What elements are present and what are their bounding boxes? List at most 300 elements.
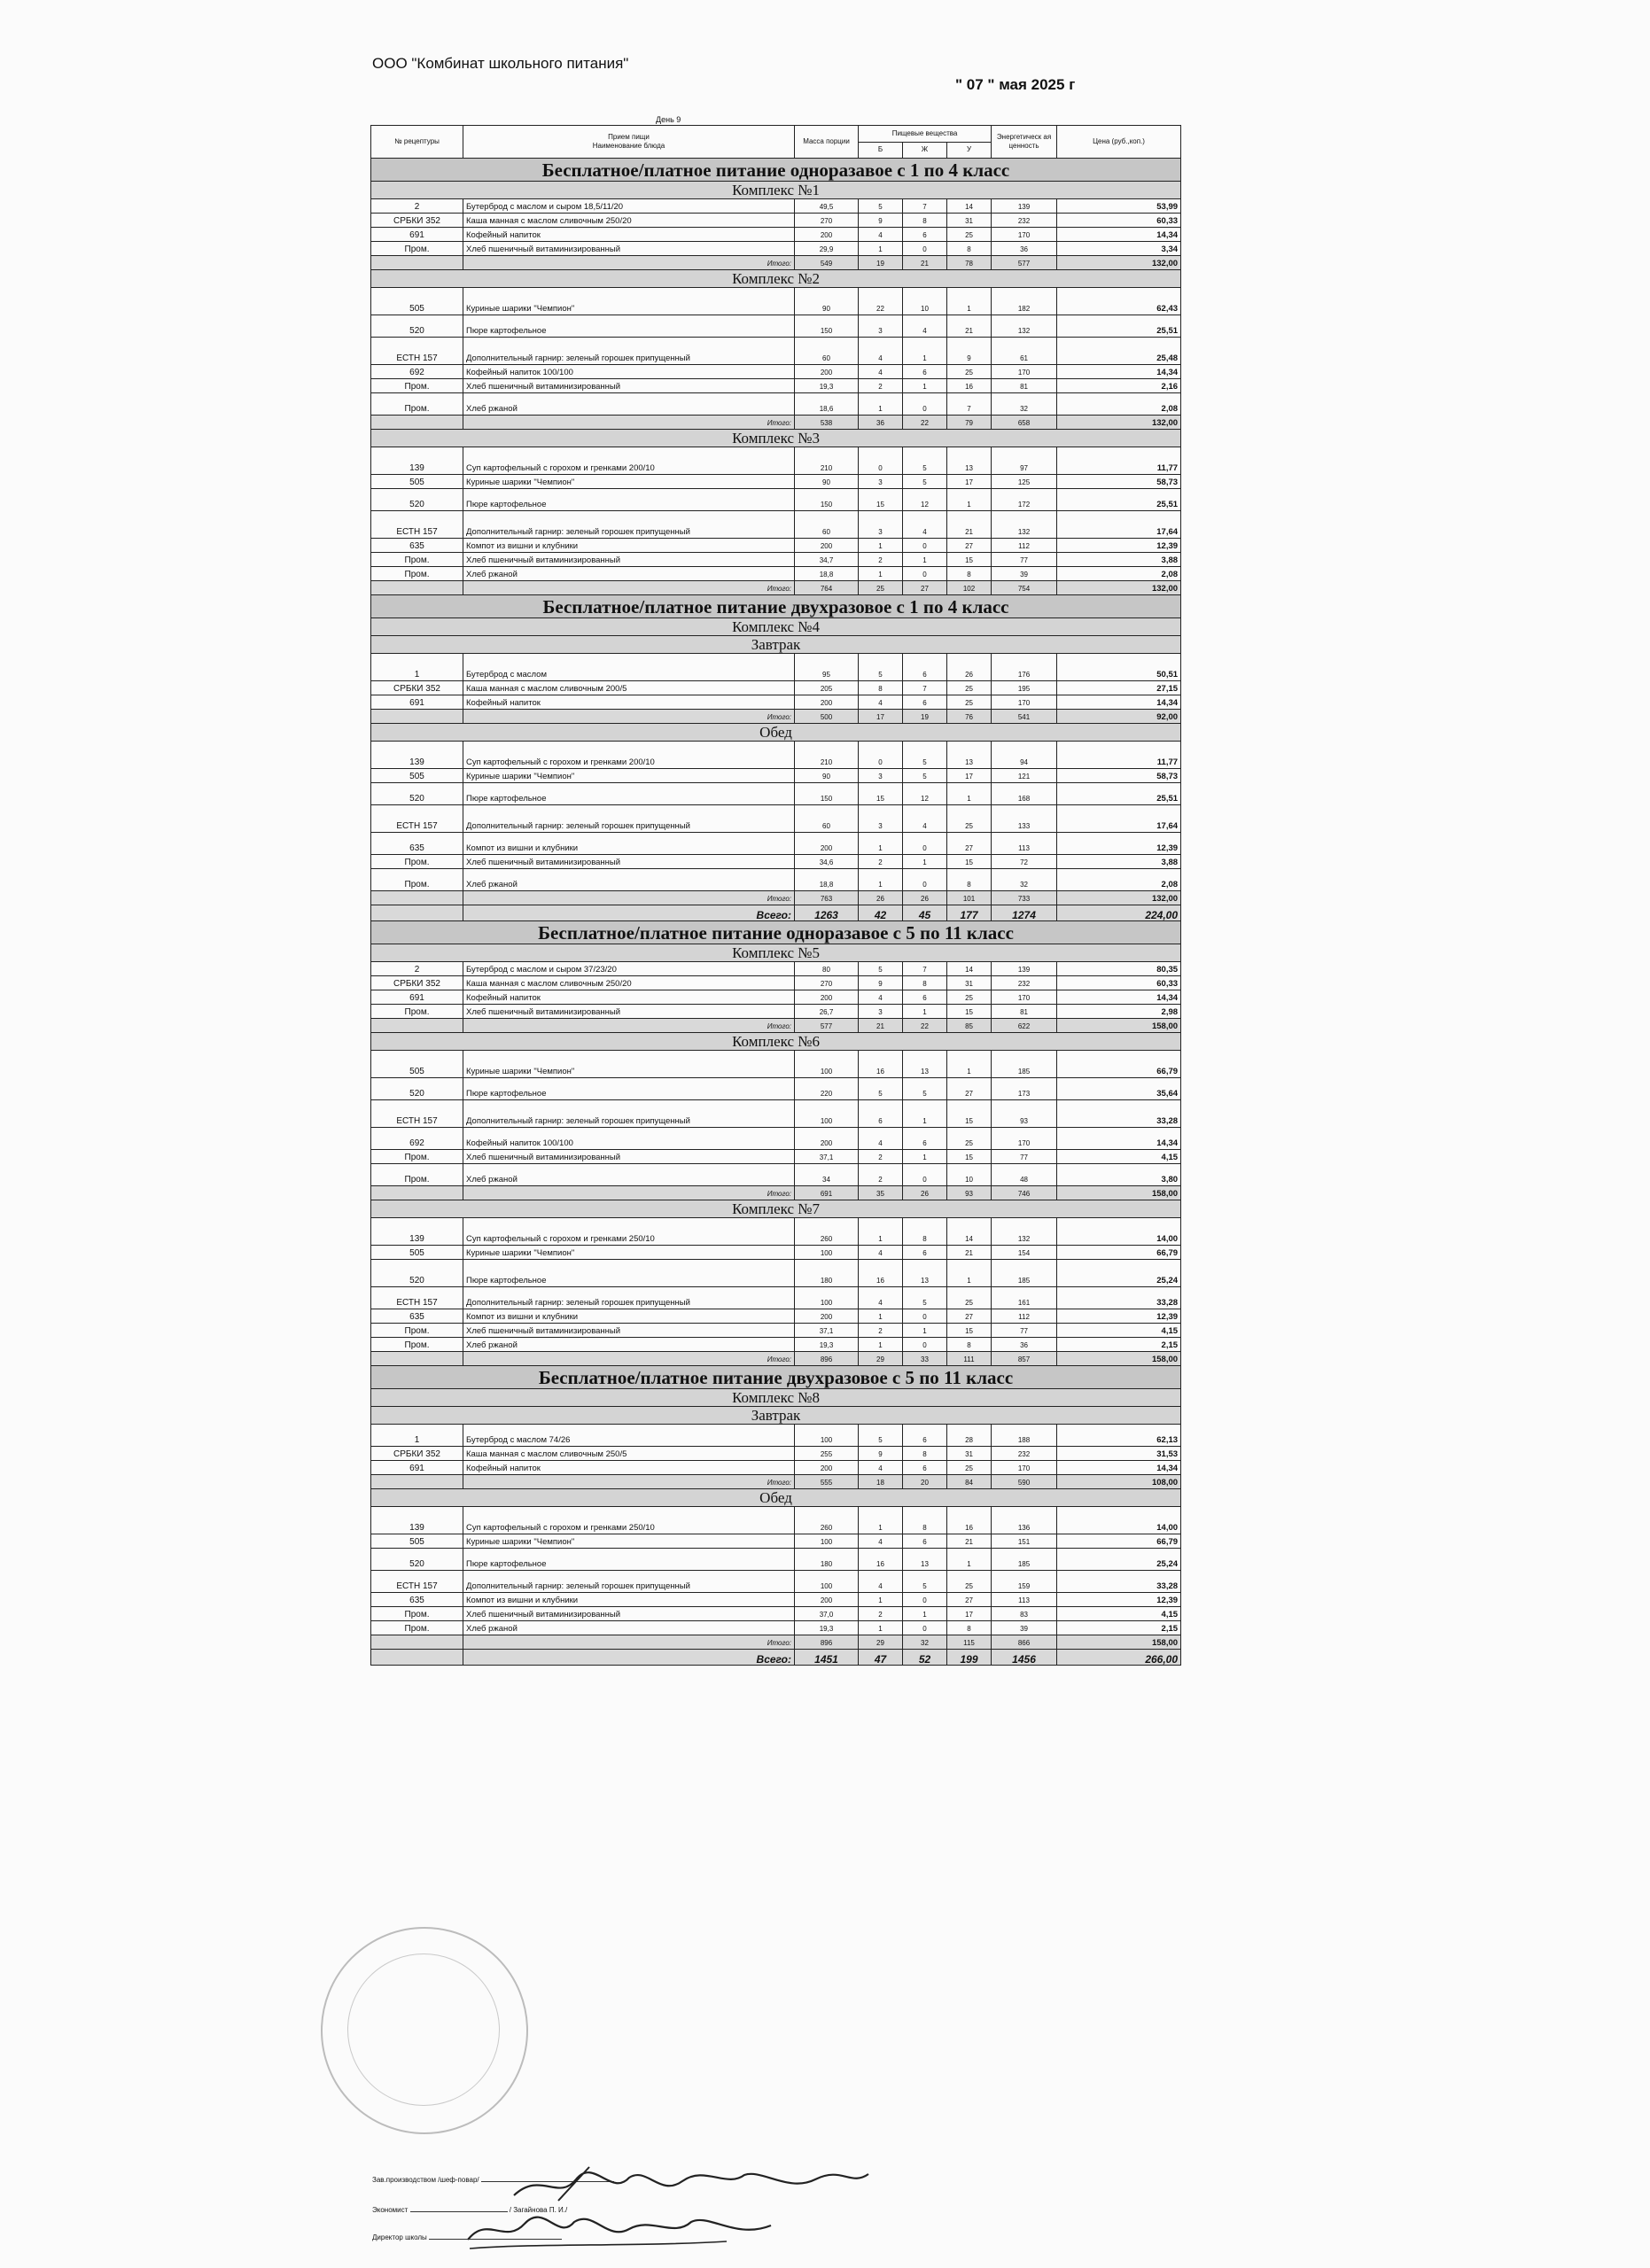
dish-name: Куриные шарики "Чемпион" bbox=[463, 475, 795, 489]
subtotal-protein: 35 bbox=[859, 1186, 903, 1200]
energy-value: 81 bbox=[992, 379, 1057, 393]
carbs-value: 17 bbox=[947, 1607, 992, 1621]
subtotal-mass: 691 bbox=[795, 1186, 859, 1200]
dish-name: Хлеб ржаной bbox=[463, 1621, 795, 1635]
portion-mass: 150 bbox=[795, 489, 859, 511]
carbs-value: 17 bbox=[947, 475, 992, 489]
carbs-value: 13 bbox=[947, 447, 992, 475]
dish-name: Дополнительный гарнир: зеленый горошек припущенный bbox=[463, 805, 795, 833]
carbs-value: 25 bbox=[947, 1128, 992, 1150]
recipe-number: 505 bbox=[371, 1051, 463, 1078]
energy-value: 72 bbox=[992, 855, 1057, 869]
recipe-number: Пром. bbox=[371, 553, 463, 567]
portion-mass: 210 bbox=[795, 447, 859, 475]
fat-value: 5 bbox=[903, 742, 947, 769]
recipe-number: Пром. bbox=[371, 855, 463, 869]
subtotal-carbs: 102 bbox=[947, 581, 992, 595]
subtotal-price: 158,00 bbox=[1057, 1352, 1181, 1366]
carbs-value: 28 bbox=[947, 1425, 992, 1447]
chef-handwritten-signature bbox=[505, 2162, 877, 2206]
fat-value: 5 bbox=[903, 1287, 947, 1309]
subtotal-fat: 32 bbox=[903, 1635, 947, 1650]
dish-name: Куриные шарики "Чемпион" bbox=[463, 1051, 795, 1078]
dish-row bbox=[371, 783, 1181, 805]
dish-name: Бутерброд с маслом 74/26 bbox=[463, 1425, 795, 1447]
dish-row bbox=[371, 990, 1181, 1005]
grand-total-mass: 1451 bbox=[795, 1650, 859, 1666]
price-value: 3,88 bbox=[1057, 553, 1181, 567]
grand-total-fat: 52 bbox=[903, 1650, 947, 1666]
carbs-value: 14 bbox=[947, 962, 992, 976]
price-value: 66,79 bbox=[1057, 1534, 1181, 1549]
portion-mass: 60 bbox=[795, 511, 859, 539]
energy-value: 185 bbox=[992, 1051, 1057, 1078]
energy-value: 39 bbox=[992, 1621, 1057, 1635]
section-title-row bbox=[371, 159, 1181, 182]
dish-row bbox=[371, 681, 1181, 695]
fat-value: 1 bbox=[903, 855, 947, 869]
dish-name: Хлеб пшеничный витаминизированный bbox=[463, 379, 795, 393]
price-value: 60,33 bbox=[1057, 214, 1181, 228]
energy-value: 39 bbox=[992, 567, 1057, 581]
carbs-value: 16 bbox=[947, 379, 992, 393]
dish-name: Кофейный напиток bbox=[463, 695, 795, 710]
complex-title: Комплекс №7 bbox=[371, 1200, 1181, 1218]
dish-name: Хлеб ржаной bbox=[463, 1338, 795, 1352]
price-value: 17,64 bbox=[1057, 511, 1181, 539]
dish-row bbox=[371, 769, 1181, 783]
dish-name: Дополнительный гарнир: зеленый горошек припущенный bbox=[463, 1571, 795, 1593]
dish-row bbox=[371, 1549, 1181, 1571]
recipe-number: ЕСТН 157 bbox=[371, 338, 463, 365]
header-price: Цена (руб.,коп.) bbox=[1057, 126, 1181, 159]
price-value: 12,39 bbox=[1057, 539, 1181, 553]
complex-title-row bbox=[371, 1389, 1181, 1407]
price-value: 14,00 bbox=[1057, 1218, 1181, 1246]
dish-name: Хлеб пшеничный витаминизированный bbox=[463, 553, 795, 567]
dish-row bbox=[371, 1621, 1181, 1635]
dish-row bbox=[371, 567, 1181, 581]
recipe-number: 635 bbox=[371, 1309, 463, 1324]
protein-value: 1 bbox=[859, 539, 903, 553]
energy-value: 154 bbox=[992, 1246, 1057, 1260]
header-mass: Масса порции bbox=[795, 126, 859, 159]
recipe-number: ЕСТН 157 bbox=[371, 1287, 463, 1309]
subtotal-empty-cell bbox=[371, 581, 463, 595]
fat-value: 0 bbox=[903, 1593, 947, 1607]
price-value: 11,77 bbox=[1057, 447, 1181, 475]
subtotal-mass: 763 bbox=[795, 891, 859, 905]
subtotal-empty-cell bbox=[371, 256, 463, 270]
recipe-number: 505 bbox=[371, 1534, 463, 1549]
energy-value: 32 bbox=[992, 869, 1057, 891]
subtotal-price: 158,00 bbox=[1057, 1186, 1181, 1200]
subtotal-label: Итого: bbox=[463, 710, 795, 724]
complex-title-row bbox=[371, 636, 1181, 654]
header-dish: Прием пищи Наименование блюда bbox=[463, 126, 795, 159]
protein-value: 2 bbox=[859, 1324, 903, 1338]
subtotal-energy: 590 bbox=[992, 1475, 1057, 1489]
price-value: 4,15 bbox=[1057, 1150, 1181, 1164]
fat-value: 8 bbox=[903, 1447, 947, 1461]
carbs-value: 27 bbox=[947, 539, 992, 553]
protein-value: 4 bbox=[859, 990, 903, 1005]
subtotal-mass: 896 bbox=[795, 1635, 859, 1650]
fat-value: 5 bbox=[903, 475, 947, 489]
complex-title: Комплекс №2 bbox=[371, 270, 1181, 288]
portion-mass: 200 bbox=[795, 1593, 859, 1607]
portion-mass: 200 bbox=[795, 1128, 859, 1150]
price-value: 2,08 bbox=[1057, 567, 1181, 581]
dish-name: Бутерброд с маслом и сыром 37/23/20 bbox=[463, 962, 795, 976]
protein-value: 1 bbox=[859, 833, 903, 855]
carbs-value: 8 bbox=[947, 1621, 992, 1635]
subtotal-label: Итого: bbox=[463, 416, 795, 430]
protein-value: 3 bbox=[859, 769, 903, 783]
dish-name: Хлеб пшеничный витаминизированный bbox=[463, 855, 795, 869]
energy-value: 112 bbox=[992, 539, 1057, 553]
fat-value: 1 bbox=[903, 1005, 947, 1019]
fat-value: 4 bbox=[903, 805, 947, 833]
portion-mass: 100 bbox=[795, 1051, 859, 1078]
subtotal-row bbox=[371, 1635, 1181, 1650]
dish-row bbox=[371, 869, 1181, 891]
energy-value: 232 bbox=[992, 976, 1057, 990]
subtotal-carbs: 93 bbox=[947, 1186, 992, 1200]
portion-mass: 100 bbox=[795, 1425, 859, 1447]
fat-value: 5 bbox=[903, 1078, 947, 1100]
subtotal-protein: 18 bbox=[859, 1475, 903, 1489]
portion-mass: 180 bbox=[795, 1260, 859, 1287]
recipe-number: ЕСТН 157 bbox=[371, 1100, 463, 1128]
grand-total-protein: 42 bbox=[859, 905, 903, 921]
subtotal-mass: 577 bbox=[795, 1019, 859, 1033]
fat-value: 12 bbox=[903, 489, 947, 511]
portion-mass: 200 bbox=[795, 833, 859, 855]
complex-title-row bbox=[371, 1407, 1181, 1425]
protein-value: 4 bbox=[859, 1128, 903, 1150]
recipe-number: 505 bbox=[371, 1246, 463, 1260]
protein-value: 4 bbox=[859, 1534, 903, 1549]
energy-value: 168 bbox=[992, 783, 1057, 805]
energy-value: 113 bbox=[992, 833, 1057, 855]
dish-name: Компот из вишни и клубники bbox=[463, 539, 795, 553]
portion-mass: 180 bbox=[795, 1549, 859, 1571]
fat-value: 1 bbox=[903, 338, 947, 365]
subtotal-mass: 896 bbox=[795, 1352, 859, 1366]
complex-title: Завтрак bbox=[371, 1407, 1181, 1425]
portion-mass: 18,8 bbox=[795, 869, 859, 891]
recipe-number: Пром. bbox=[371, 567, 463, 581]
price-value: 58,73 bbox=[1057, 475, 1181, 489]
subtotal-price: 92,00 bbox=[1057, 710, 1181, 724]
complex-title-row bbox=[371, 1033, 1181, 1051]
carbs-value: 8 bbox=[947, 869, 992, 891]
price-value: 14,34 bbox=[1057, 695, 1181, 710]
subtotal-protein: 29 bbox=[859, 1635, 903, 1650]
complex-title: Комплекс №5 bbox=[371, 944, 1181, 962]
subtotal-mass: 500 bbox=[795, 710, 859, 724]
section-title: Бесплатное/платное питание двухразовое с 1 по 4 класс bbox=[371, 595, 1181, 618]
recipe-number: 1 bbox=[371, 1425, 463, 1447]
recipe-number: 1 bbox=[371, 654, 463, 681]
portion-mass: 29,9 bbox=[795, 242, 859, 256]
recipe-number: 505 bbox=[371, 288, 463, 315]
energy-value: 132 bbox=[992, 1218, 1057, 1246]
portion-mass: 90 bbox=[795, 288, 859, 315]
dish-name: Хлеб пшеничный витаминизированный bbox=[463, 242, 795, 256]
portion-mass: 60 bbox=[795, 338, 859, 365]
portion-mass: 270 bbox=[795, 976, 859, 990]
energy-value: 139 bbox=[992, 199, 1057, 214]
price-value: 2,15 bbox=[1057, 1621, 1181, 1635]
dish-name: Хлеб ржаной bbox=[463, 1164, 795, 1186]
dish-row bbox=[371, 695, 1181, 710]
protein-value: 1 bbox=[859, 1507, 903, 1534]
dish-row bbox=[371, 1246, 1181, 1260]
subtotal-mass: 549 bbox=[795, 256, 859, 270]
dish-name: Дополнительный гарнир: зеленый горошек припущенный bbox=[463, 1287, 795, 1309]
protein-value: 2 bbox=[859, 1164, 903, 1186]
dish-name: Хлеб пшеничный витаминизированный bbox=[463, 1005, 795, 1019]
fat-value: 1 bbox=[903, 1100, 947, 1128]
menu-table bbox=[370, 125, 1181, 1666]
protein-value: 4 bbox=[859, 1287, 903, 1309]
fat-value: 0 bbox=[903, 1621, 947, 1635]
subtotal-carbs: 85 bbox=[947, 1019, 992, 1033]
protein-value: 4 bbox=[859, 1571, 903, 1593]
dish-name: Хлеб пшеничный витаминизированный bbox=[463, 1150, 795, 1164]
energy-value: 77 bbox=[992, 1150, 1057, 1164]
price-value: 2,08 bbox=[1057, 869, 1181, 891]
recipe-number: СРБКИ 352 bbox=[371, 681, 463, 695]
fat-value: 1 bbox=[903, 1607, 947, 1621]
carbs-value: 8 bbox=[947, 1338, 992, 1352]
carbs-value: 15 bbox=[947, 855, 992, 869]
energy-value: 232 bbox=[992, 1447, 1057, 1461]
recipe-number: Пром. bbox=[371, 242, 463, 256]
portion-mass: 200 bbox=[795, 228, 859, 242]
portion-mass: 19,3 bbox=[795, 379, 859, 393]
subtotal-label: Итого: bbox=[463, 1352, 795, 1366]
complex-title-row bbox=[371, 430, 1181, 447]
price-value: 25,24 bbox=[1057, 1260, 1181, 1287]
subtotal-protein: 21 bbox=[859, 1019, 903, 1033]
portion-mass: 100 bbox=[795, 1100, 859, 1128]
recipe-number: 139 bbox=[371, 1507, 463, 1534]
header-fat: Ж bbox=[903, 142, 947, 159]
portion-mass: 220 bbox=[795, 1078, 859, 1100]
fat-value: 1 bbox=[903, 1324, 947, 1338]
recipe-number: 635 bbox=[371, 833, 463, 855]
dish-row bbox=[371, 199, 1181, 214]
protein-value: 9 bbox=[859, 1447, 903, 1461]
protein-value: 3 bbox=[859, 1005, 903, 1019]
recipe-number: 139 bbox=[371, 447, 463, 475]
subtotal-energy: 541 bbox=[992, 710, 1057, 724]
recipe-number: 520 bbox=[371, 1078, 463, 1100]
carbs-value: 15 bbox=[947, 1005, 992, 1019]
dish-name: Куриные шарики "Чемпион" bbox=[463, 769, 795, 783]
subtotal-protein: 17 bbox=[859, 710, 903, 724]
price-value: 14,34 bbox=[1057, 1461, 1181, 1475]
subtotal-protein: 19 bbox=[859, 256, 903, 270]
subtotal-carbs: 115 bbox=[947, 1635, 992, 1650]
subtotal-carbs: 78 bbox=[947, 256, 992, 270]
dish-name: Пюре картофельное bbox=[463, 1260, 795, 1287]
carbs-value: 15 bbox=[947, 1150, 992, 1164]
carbs-value: 21 bbox=[947, 511, 992, 539]
fat-value: 6 bbox=[903, 695, 947, 710]
recipe-number: 635 bbox=[371, 539, 463, 553]
carbs-value: 1 bbox=[947, 288, 992, 315]
dish-name: Кофейный напиток 100/100 bbox=[463, 1128, 795, 1150]
header-carbs: У bbox=[947, 142, 992, 159]
carbs-value: 14 bbox=[947, 199, 992, 214]
dish-row bbox=[371, 1447, 1181, 1461]
portion-mass: 90 bbox=[795, 769, 859, 783]
dish-name: Дополнительный гарнир: зеленый горошек припущенный bbox=[463, 1100, 795, 1128]
subtotal-energy: 733 bbox=[992, 891, 1057, 905]
portion-mass: 18,8 bbox=[795, 567, 859, 581]
protein-value: 3 bbox=[859, 511, 903, 539]
fat-value: 0 bbox=[903, 833, 947, 855]
protein-value: 9 bbox=[859, 976, 903, 990]
recipe-number: 2 bbox=[371, 199, 463, 214]
recipe-number: 520 bbox=[371, 489, 463, 511]
carbs-value: 25 bbox=[947, 1287, 992, 1309]
dish-row bbox=[371, 1150, 1181, 1164]
dish-name: Куриные шарики "Чемпион" bbox=[463, 1534, 795, 1549]
recipe-number: ЕСТН 157 bbox=[371, 511, 463, 539]
price-value: 25,48 bbox=[1057, 338, 1181, 365]
dish-row bbox=[371, 365, 1181, 379]
recipe-number: Пром. bbox=[371, 1150, 463, 1164]
price-value: 14,34 bbox=[1057, 228, 1181, 242]
subtotal-label: Итого: bbox=[463, 256, 795, 270]
recipe-number: 691 bbox=[371, 990, 463, 1005]
carbs-value: 25 bbox=[947, 805, 992, 833]
price-value: 33,28 bbox=[1057, 1571, 1181, 1593]
subtotal-carbs: 84 bbox=[947, 1475, 992, 1489]
protein-value: 3 bbox=[859, 475, 903, 489]
subtotal-energy: 754 bbox=[992, 581, 1057, 595]
chef-label: Зав.производством /шеф-повар/ bbox=[372, 2176, 479, 2184]
portion-mass: 19,3 bbox=[795, 1338, 859, 1352]
portion-mass: 26,7 bbox=[795, 1005, 859, 1019]
dish-row bbox=[371, 1078, 1181, 1100]
complex-title: Комплекс №6 bbox=[371, 1033, 1181, 1051]
carbs-value: 25 bbox=[947, 1571, 992, 1593]
subtotal-fat: 21 bbox=[903, 256, 947, 270]
subtotal-fat: 26 bbox=[903, 1186, 947, 1200]
recipe-number: Пром. bbox=[371, 379, 463, 393]
fat-value: 1 bbox=[903, 379, 947, 393]
fat-value: 8 bbox=[903, 976, 947, 990]
price-value: 25,24 bbox=[1057, 1549, 1181, 1571]
protein-value: 5 bbox=[859, 1425, 903, 1447]
dish-row bbox=[371, 805, 1181, 833]
subtotal-row bbox=[371, 1186, 1181, 1200]
carbs-value: 27 bbox=[947, 1593, 992, 1607]
fat-value: 6 bbox=[903, 1128, 947, 1150]
dish-name: Компот из вишни и клубники bbox=[463, 1593, 795, 1607]
section-title-row bbox=[371, 921, 1181, 944]
price-value: 2,98 bbox=[1057, 1005, 1181, 1019]
recipe-number: 520 bbox=[371, 783, 463, 805]
round-seal-inner bbox=[347, 1953, 500, 2106]
dish-name: Суп картофельный с горохом и гренками 200/10 bbox=[463, 447, 795, 475]
price-value: 3,80 bbox=[1057, 1164, 1181, 1186]
subtotal-price: 132,00 bbox=[1057, 891, 1181, 905]
grand-total-mass: 1263 bbox=[795, 905, 859, 921]
carbs-value: 27 bbox=[947, 1078, 992, 1100]
portion-mass: 80 bbox=[795, 962, 859, 976]
portion-mass: 19,3 bbox=[795, 1621, 859, 1635]
energy-value: 170 bbox=[992, 1461, 1057, 1475]
grand-total-carbs: 199 bbox=[947, 1650, 992, 1666]
dish-row bbox=[371, 1051, 1181, 1078]
subtotal-label: Итого: bbox=[463, 1019, 795, 1033]
dish-row bbox=[371, 1425, 1181, 1447]
carbs-value: 17 bbox=[947, 769, 992, 783]
energy-value: 159 bbox=[992, 1571, 1057, 1593]
grand-total-protein: 47 bbox=[859, 1650, 903, 1666]
energy-value: 93 bbox=[992, 1100, 1057, 1128]
price-value: 12,39 bbox=[1057, 1593, 1181, 1607]
dish-row bbox=[371, 475, 1181, 489]
subtotal-label: Итого: bbox=[463, 1475, 795, 1489]
director-label: Директор школы bbox=[372, 2233, 427, 2241]
grand-total-energy: 1274 bbox=[992, 905, 1057, 921]
portion-mass: 60 bbox=[795, 805, 859, 833]
header-energy: Энергетическ ая ценность bbox=[992, 126, 1057, 159]
protein-value: 4 bbox=[859, 228, 903, 242]
dish-row bbox=[371, 1338, 1181, 1352]
dish-name: Хлеб пшеничный витаминизированный bbox=[463, 1607, 795, 1621]
dish-row bbox=[371, 742, 1181, 769]
energy-value: 97 bbox=[992, 447, 1057, 475]
carbs-value: 31 bbox=[947, 1447, 992, 1461]
grand-total-row bbox=[371, 905, 1181, 921]
header-nutrients: Пищевые вещества bbox=[859, 126, 992, 143]
recipe-number: 2 bbox=[371, 962, 463, 976]
portion-mass: 100 bbox=[795, 1287, 859, 1309]
energy-value: 232 bbox=[992, 214, 1057, 228]
fat-value: 0 bbox=[903, 1338, 947, 1352]
energy-value: 132 bbox=[992, 511, 1057, 539]
portion-mass: 200 bbox=[795, 990, 859, 1005]
subtotal-empty-cell bbox=[371, 416, 463, 430]
subtotal-fat: 33 bbox=[903, 1352, 947, 1366]
energy-value: 136 bbox=[992, 1507, 1057, 1534]
energy-value: 182 bbox=[992, 288, 1057, 315]
portion-mass: 270 bbox=[795, 214, 859, 228]
dish-row bbox=[371, 962, 1181, 976]
complex-title: Комплекс №1 bbox=[371, 182, 1181, 199]
protein-value: 16 bbox=[859, 1051, 903, 1078]
protein-value: 16 bbox=[859, 1549, 903, 1571]
recipe-number: СРБКИ 352 bbox=[371, 976, 463, 990]
energy-value: 81 bbox=[992, 1005, 1057, 1019]
dish-name: Дополнительный гарнир: зеленый горошек припущенный bbox=[463, 338, 795, 365]
economist-name: / Загайнова П. И./ bbox=[509, 2206, 568, 2214]
subtotal-protein: 26 bbox=[859, 891, 903, 905]
price-value: 4,15 bbox=[1057, 1607, 1181, 1621]
carbs-value: 10 bbox=[947, 1164, 992, 1186]
organization-name: ООО "Комбинат школьного питания" bbox=[372, 55, 629, 72]
dish-row bbox=[371, 288, 1181, 315]
